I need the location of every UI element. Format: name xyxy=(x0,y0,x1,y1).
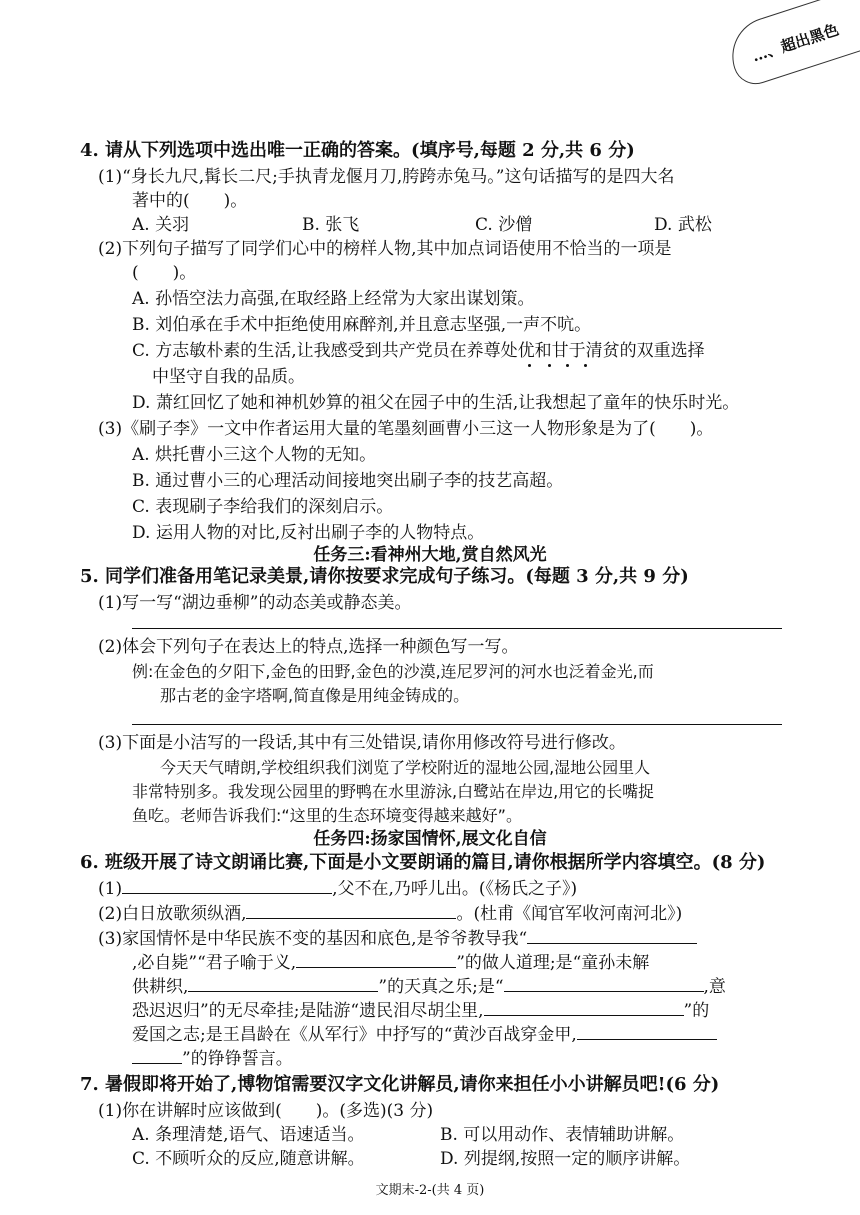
emphasis-dot xyxy=(584,364,587,367)
corner-stamp: …、超出黑色 xyxy=(722,0,860,90)
q5-s3: (3)下面是小洁写的一段话,其中有三处错误,请你用修改符号进行修改。 xyxy=(98,733,626,753)
fill-blank[interactable] xyxy=(132,1049,182,1064)
page-footer: 文期末-2-(共 4 页) xyxy=(375,1183,485,1198)
q5-s2: (2)体会下列句子在表达上的特点,选择一种颜色写一写。 xyxy=(98,637,519,657)
fill-blank[interactable] xyxy=(246,904,456,919)
q4-s1-option-b: B. 张飞 xyxy=(302,215,360,235)
fill-blank[interactable] xyxy=(122,879,332,894)
q6-title: 6. 班级开展了诗文朗诵比赛,下面是小文要朗诵的篇目,请你根据所学内容填空。(8 分) xyxy=(80,852,766,873)
q4-s3-option-a: A. 烘托曹小三这个人物的无知。 xyxy=(132,445,377,465)
q4-s3-line1: (3)《刷子李》一文中作者运用大量的笔墨刻画曹小三这一人物形象是为了( )。 xyxy=(98,419,714,439)
q5-title: 5. 同学们准备用笔记录美景,请你按要求完成句子练习。(每题 3 分,共 9 分) xyxy=(80,566,689,587)
q6-s3-line2: ,必自毙”“君子喻于义, ”的做人道理;是“童孙未解 xyxy=(132,953,650,973)
emphasis-dot xyxy=(566,364,569,367)
fill-blank[interactable] xyxy=(504,977,704,992)
emphasis-dot xyxy=(548,364,551,367)
q5-paragraph-line3: 鱼吃。老师告诉我们:“这里的生态环境变得越来越好”。 xyxy=(132,806,522,825)
task4-heading: 任务四:扬家国情怀,展文化自信 xyxy=(313,829,547,849)
task3-heading: 任务三:看神州大地,赏自然风光 xyxy=(313,545,547,565)
q4-s1-option-a: A. 关羽 xyxy=(132,215,190,235)
q7-option-d: D. 列提纲,按照一定的顺序讲解。 xyxy=(440,1149,691,1169)
q4-s1-option-c: C. 沙僧 xyxy=(475,215,533,235)
q6-s3-line5: 爱国之志;是王昌龄在《从军行》中抒写的“黄沙百战穿金甲, xyxy=(132,1024,717,1046)
answer-line xyxy=(132,628,782,629)
fill-blank[interactable] xyxy=(577,1025,717,1040)
q6-s3-line1: (3)家国情怀是中华民族不变的基因和底色,是爷爷教导我“ xyxy=(98,928,697,950)
q4-s3-option-c: C. 表现刷子李给我们的深刻启示。 xyxy=(132,497,394,517)
q6-s1: (1) ,父不在,乃呼儿出。(《杨氏之子》) xyxy=(98,879,578,899)
q4-s3-option-b: B. 通过曹小三的心理活动间接地突出刷子李的技艺高超。 xyxy=(132,471,564,491)
q4-title: 4. 请从下列选项中选出唯一正确的答案。(填序号,每题 2 分,共 6 分) xyxy=(80,140,635,161)
q6-s3-line3: 供耕织, ”的天真之乐;是“ ,意 xyxy=(132,977,726,997)
q6-s2: (2)白日放歌须纵酒, 。(杜甫《闻官军收河南河北》) xyxy=(98,904,683,924)
fill-blank[interactable] xyxy=(188,977,378,992)
q4-s1-line2: 著中的( )。 xyxy=(132,191,248,211)
q7-title: 7. 暑假即将开始了,博物馆需要汉字文化讲解员,请你来担任小小讲解员吧!(6 分) xyxy=(80,1074,720,1095)
answer-line xyxy=(132,724,782,725)
q4-s1-option-d: D. 武松 xyxy=(654,215,712,235)
q7-option-b: B. 可以用动作、表情辅助讲解。 xyxy=(440,1125,685,1145)
q4-s2-option-c-line2: 中坚守自我的品质。 xyxy=(152,367,305,387)
q5-example-line2: 那古老的金字塔啊,简直像是用纯金铸成的。 xyxy=(160,686,470,705)
q4-s2-line1: (2)下列句子描写了同学们心中的榜样人物,其中加点词语使用不恰当的一项是 xyxy=(98,239,672,259)
q5-s1: (1)写一写“湖边垂柳”的动态美或静态美。 xyxy=(98,593,412,613)
q4-s2-option-d: D. 萧红回忆了她和神机妙算的祖父在园子中的生活,让我想起了童年的快乐时光。 xyxy=(132,393,740,413)
q4-s1-line1: (1)“身长九尺,髯长二尺;手执青龙偃月刀,胯跨赤兔马。”这句话描写的是四大名 xyxy=(98,167,675,187)
q4-s2-option-c-line1: C. 方志敏朴素的生活,让我感受到共产党员在养尊处优和甘于清贫的双重选择 xyxy=(132,341,705,361)
q5-paragraph-line2: 非常特别多。我发现公园里的野鸭在水里游泳,白鹭站在岸边,用它的长嘴捉 xyxy=(132,782,655,801)
emphasis-dot xyxy=(528,364,531,367)
q4-s2-option-b: B. 刘伯承在手术中拒绝使用麻醉剂,并且意志坚强,一声不吭。 xyxy=(132,315,592,335)
q7-option-c: C. 不顾听众的反应,随意讲解。 xyxy=(132,1149,365,1169)
q7-option-a: A. 条理清楚,语气、语速适当。 xyxy=(132,1125,365,1145)
q4-s2-line2: ( )。 xyxy=(132,263,197,283)
fill-blank[interactable] xyxy=(296,953,456,968)
q5-paragraph-line1: 今天天气晴朗,学校组织我们浏览了学校附近的湿地公园,湿地公园里人 xyxy=(160,758,651,777)
q7-s1: (1)你在讲解时应该做到( )。(多选)(3 分) xyxy=(98,1101,434,1121)
q6-s3-line6: ”的铮铮誓言。 xyxy=(132,1048,293,1070)
q4-s2-option-a: A. 孙悟空法力高强,在取经路上经常为大家出谋划策。 xyxy=(132,289,535,309)
q6-s3-line4: 恐迟迟归”的无尽牵挂;是陆游“遗民泪尽胡尘里, ”的 xyxy=(132,1001,710,1021)
q4-s3-option-d: D. 运用人物的对比,反衬出刷子李的人物特点。 xyxy=(132,523,485,543)
q5-example-line1: 例:在金色的夕阳下,金色的田野,金色的沙漠,连尼罗河的河水也泛着金光,而 xyxy=(132,662,654,681)
fill-blank[interactable] xyxy=(484,1001,684,1016)
fill-blank[interactable] xyxy=(527,929,697,944)
